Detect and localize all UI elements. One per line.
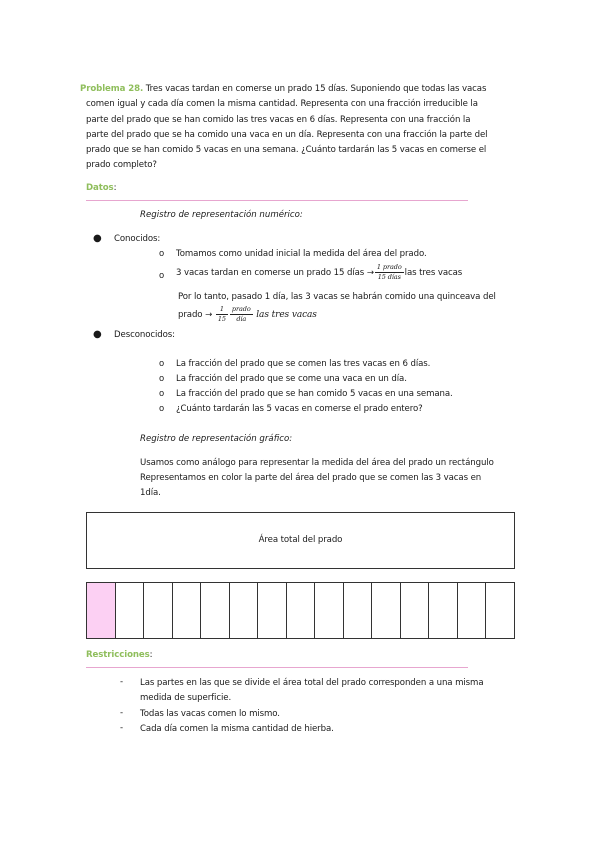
- conocidos-conclusion: Por lo tanto, pasado 1 día, las 3 vacas se habrán comido una quinceava del: [178, 292, 496, 302]
- area-label: Área total del prado: [258, 534, 343, 545]
- divided-area-grid: [86, 582, 515, 639]
- grid-cell: [201, 583, 230, 638]
- problem-line: Tres vacas tardan en comerse un prado 15 días. Suponiendo que todas las vacas: [145, 84, 487, 94]
- graphic-text: Usamos como análogo para representar la medida del área del prado un rectángulo: [140, 458, 494, 468]
- graphic-text: 1día.: [140, 488, 161, 498]
- grid-cell: [258, 583, 287, 638]
- dash-bullet-icon: -: [120, 708, 124, 718]
- bullet-icon: ●: [93, 329, 102, 340]
- bullet-icon: ●: [93, 233, 102, 244]
- grid-cell-filled: [87, 583, 116, 638]
- problem-label: Problema 28.: [80, 84, 144, 94]
- grid-cell: [486, 583, 514, 638]
- desconocidos-item: La fracción del prado que se come una vaca en un día.: [176, 374, 407, 384]
- desconocidos-item: La fracción del prado que se comen las tres vacas en 6 días.: [176, 359, 431, 369]
- grid-cell: [173, 583, 202, 638]
- fraction-one-fifteenth: $\frac{1}{15}$: [217, 305, 226, 323]
- restricciones-heading: Restricciones:: [86, 650, 153, 660]
- restriccion-item: Todas las vacas comen lo mismo.: [140, 709, 280, 719]
- desconocidos-item: ¿Cuánto tardarán las 5 vacas en comerse el prado entero?: [176, 404, 423, 414]
- problem-line: prado completo?: [86, 160, 157, 171]
- fraction-prado-dia: $\frac{\text{prado}}{\text{día}}$: [231, 305, 251, 323]
- grid-cell: [144, 583, 173, 638]
- restriccion-item: Cada día comen la misma cantidad de hierba.: [140, 724, 334, 734]
- circle-bullet-icon: o: [159, 389, 165, 399]
- grid-cell: [458, 583, 487, 638]
- grid-cell: [401, 583, 430, 638]
- numeric-register-heading: Registro de representación numérico:: [140, 210, 303, 220]
- circle-bullet-icon: o: [159, 249, 165, 259]
- problem-line: parte del prado que se ha comido una vaca en un día. Representa con una fracción la parte del: [86, 129, 488, 140]
- circle-bullet-icon: o: [159, 359, 165, 369]
- problem-line: comen igual y cada día comen la misma cantidad. Representa con una fracción irreducible la: [86, 99, 478, 110]
- circle-bullet-icon: o: [159, 374, 165, 384]
- graphic-text: Representamos en color la parte del área del prado que se comen las 3 vacas en: [140, 473, 482, 483]
- problem-statement: [80, 82, 520, 174]
- conocidos-item: Tomamos como unidad inicial la medida del área del prado.: [176, 249, 427, 259]
- restricciones-rule: [86, 667, 468, 668]
- grid-cell: [315, 583, 344, 638]
- circle-bullet-icon: o: [159, 271, 165, 281]
- dash-bullet-icon: -: [120, 723, 124, 733]
- grid-cell: [344, 583, 373, 638]
- area-rectangle: [86, 512, 515, 569]
- restriccion-item: Las partes en las que se divide el área total del prado corresponden a una misma: [140, 678, 484, 688]
- graphic-register-heading: Registro de representación gráfico:: [140, 434, 293, 444]
- fraction-prado-dias: $\frac{\text{1 prado}}{\text{15 días}}$: [376, 263, 402, 281]
- datos-rule: [86, 200, 468, 201]
- grid-cell: [230, 583, 259, 638]
- problem-line: parte del prado que se han comido las tres vacas en 6 días. Representa con una fracción la: [86, 114, 471, 125]
- conocidos-item-fraction: 3 vacas tardan en comerse un prado 15 días → $\frac{\text{1 prado}}{\text{15 días}}$ las tres vacas: [176, 263, 463, 281]
- conocidos-conclusion-fraction: prado → $\frac{1}{15}$ $\frac{\text{prado}}{\text{día}}$ las tres vacas: [178, 305, 317, 323]
- grid-cell: [287, 583, 316, 638]
- datos-heading: Datos:: [86, 183, 117, 193]
- desconocidos-label: Desconocidos:: [114, 330, 175, 340]
- dash-bullet-icon: -: [120, 677, 124, 687]
- grid-cell: [429, 583, 458, 638]
- conocidos-label: Conocidos:: [114, 234, 161, 244]
- circle-bullet-icon: o: [159, 404, 165, 414]
- problem-line: prado que se han comido 5 vacas en una semana. ¿Cuánto tardarán las 5 vacas en comerse el: [86, 145, 487, 156]
- grid-cell: [116, 583, 145, 638]
- restriccion-item: medida de superficie.: [140, 693, 232, 703]
- grid-cell: [372, 583, 401, 638]
- desconocidos-item: La fracción del prado que se han comido 5 vacas en una semana.: [176, 389, 453, 399]
